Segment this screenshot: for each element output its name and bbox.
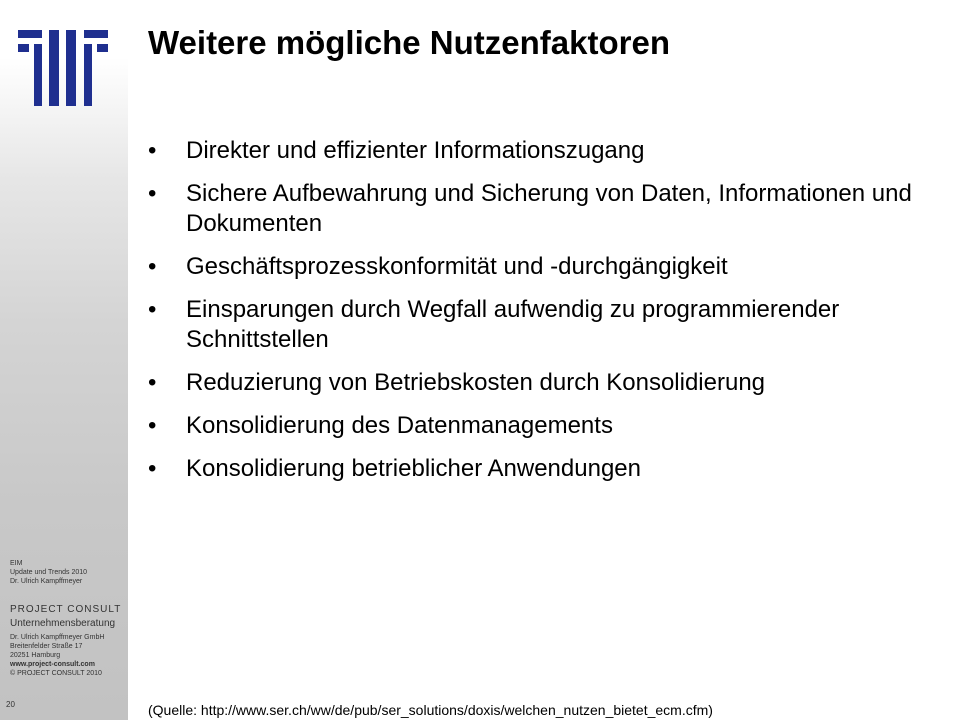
bullet-icon: • <box>148 253 157 280</box>
bullet-item <box>148 295 938 355</box>
source-citation: (Quelle: http://www.ser.ch/ww/de/pub/ser_solutions/doxis/welchen_nutzen_bietet_ecm.cfm) <box>148 702 713 718</box>
bullet-text: Konsolidierung betrieblicher Anwendungen <box>186 455 641 482</box>
bullet-icon: • <box>148 137 157 164</box>
bullet-item <box>148 454 938 484</box>
bullet-text: Einsparungen durch Wegfall aufwendig zu programmierender Schnittstellen <box>186 296 840 353</box>
bullet-icon: • <box>148 412 157 439</box>
bullet-item <box>148 179 938 239</box>
sidebar-author: Dr. Ulrich Kampffmeyer <box>10 578 83 585</box>
bullet-icon: • <box>148 180 157 207</box>
bullet-item <box>148 252 938 282</box>
bullet-text: Direkter und effizienter Informationszugang <box>186 137 645 164</box>
bullet-list <box>148 136 938 497</box>
sidebar-event-subtitle: Update und Trends 2010 <box>10 569 88 576</box>
slide-title: Weitere mögliche Nutzenfaktoren <box>148 24 670 61</box>
bullet-item <box>148 136 938 166</box>
bullet-text: Sichere Aufbewahrung und Sicherung von Daten, Informationen und Dokumenten <box>186 180 912 237</box>
sidebar-website-link[interactable]: www.project-consult.com <box>10 661 95 668</box>
bullet-text: Konsolidierung des Datenmanagements <box>186 412 613 439</box>
sidebar-address-line: Dr. Ulrich Kampffmeyer GmbH <box>10 634 105 641</box>
sidebar-event-line: EIM <box>10 560 23 567</box>
bullet-text: Geschäftsprozesskonformität und -durchgängigkeit <box>186 253 728 280</box>
bullet-icon: • <box>148 369 157 396</box>
sidebar-address-line: Breitenfelder Straße 17 <box>10 643 83 650</box>
sidebar-copyright: © PROJECT CONSULT 2010 <box>10 670 102 677</box>
bullet-text: Reduzierung von Betriebskosten durch Konsolidierung <box>186 369 766 396</box>
sidebar-company: PROJECT CONSULT <box>10 604 122 615</box>
sidebar-address-line: 20251 Hamburg <box>10 652 61 659</box>
bullet-icon: • <box>148 296 157 323</box>
bullet-icon: • <box>148 455 157 482</box>
page-number: 20 <box>6 700 15 709</box>
bullet-item <box>148 411 938 441</box>
sidebar <box>0 0 128 720</box>
sidebar-company-subtitle: Unternehmensberatung <box>10 618 116 629</box>
project-consult-logo-icon <box>18 28 108 108</box>
bullet-item <box>148 368 938 398</box>
